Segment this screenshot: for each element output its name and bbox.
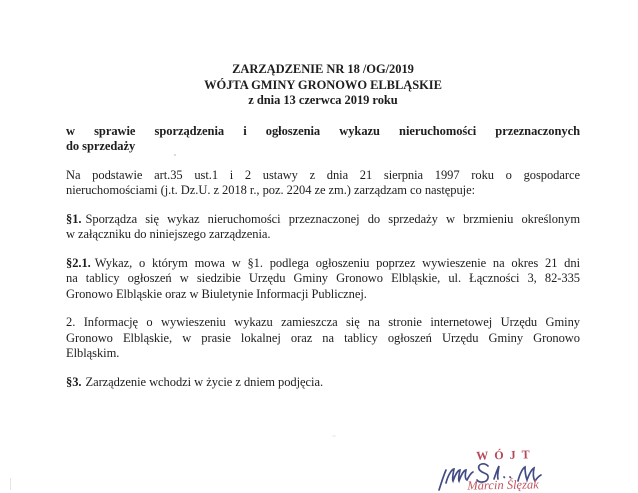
text-line: na tablicy ogłoszeń w siedzibie Urzędu Gminy Gronowo Elbląskie, ul. Łączności 3, 82-335: [66, 271, 580, 285]
section-symbol: §1.: [66, 211, 82, 226]
paragraph-subject: [66, 124, 580, 155]
paragraph-legal-basis: [66, 168, 580, 199]
text-line: Gronowo Elbląskie, w prasie lokalnej oraz na tablicy ogłoszeń Urzędu Gminy Gronowo: [66, 330, 580, 345]
text-line: do sprzedaży: [66, 139, 136, 153]
text-line: nieruchomościami (j.t. Dz.U. z 2018 r., poz. 2204 ze zm.) zarządzam co następuje:: [66, 183, 475, 197]
signer-name: Marcin Ślęzak: [467, 477, 539, 493]
text-line: [66, 256, 580, 272]
title-line-authority: WÓJTA GMINY GRONOWO ELBLĄSKIE: [204, 77, 442, 92]
text-line: w sprawie sporządzenia i ogłoszenia wykazu nieruchomości przeznaczonych: [66, 123, 580, 138]
text-line: [66, 375, 580, 391]
paragraph-section-2-1: [66, 256, 580, 303]
text-line: w załączniku do niniejszego zarządzenia.: [66, 227, 271, 241]
wojt-stamp-title: WÓJT: [476, 447, 536, 463]
document-title: [66, 62, 580, 109]
paragraph-section-3: [66, 375, 580, 391]
signature-block: [436, 447, 570, 493]
document-content: [66, 62, 580, 403]
text-line: Gronowo Elbląskie oraz w Biuletynie Informacji Publicznej.: [66, 286, 367, 301]
section-text: Sporządza się wykaz nieruchomości przeznaczonej do sprzedaży w brzmieniu określonym: [85, 211, 580, 226]
title-line-date: z dnia 13 czerwca 2019 roku: [248, 93, 398, 107]
title-line-number: ZARZĄDZENIE NR 18 /OG/2019: [232, 62, 414, 76]
scan-artifact: [332, 435, 336, 437]
section-symbol: §3.: [66, 374, 82, 389]
scan-artifact: [174, 154, 176, 156]
text-line: Na podstawie art.35 ust.1 i 2 ustawy z dnia 21 sierpnia 1997 roku o gospodarce: [66, 167, 580, 182]
text-line: 2. Informację o wywieszeniu wykazu zamieszcza się na stronie internetowej Urzędu Gminy: [66, 315, 580, 329]
section-symbol: §2.1.: [66, 255, 91, 270]
paragraph-section-1: [66, 212, 580, 243]
paragraph-section-2-2: [66, 315, 580, 362]
text-line: Elbląskim.: [66, 346, 120, 360]
section-text: Wykaz, o którym mowa w §1. podlega ogłoszeniu poprzez wywieszenie na okres 21 dni: [94, 255, 580, 270]
section-text: Zarządzenie wchodzi w życie z dniem podjęcia.: [85, 374, 324, 389]
text-line: [66, 212, 580, 228]
scan-artifact: [10, 478, 11, 490]
